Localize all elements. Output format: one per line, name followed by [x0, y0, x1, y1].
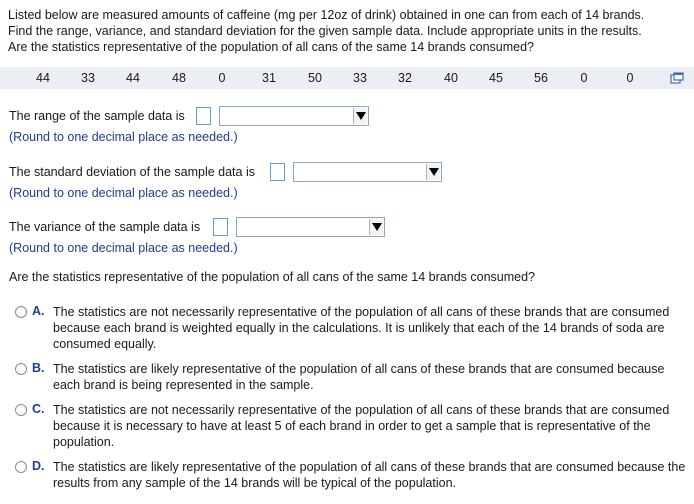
option-text: The statistics are not necessarily representative of the population of all cans of these brands that are consumed because it is necessary to have at least 5 of each brand in order to get a sample that is representative of the population. [53, 403, 670, 449]
option-c[interactable] [15, 402, 687, 450]
radio-icon[interactable] [15, 363, 27, 375]
intro-line-3: Are the statistics representative of the population of all cans of the same 14 brands consumed? [8, 40, 535, 54]
radio-icon[interactable] [15, 306, 27, 318]
dropdown-arrow-icon[interactable] [369, 219, 383, 235]
option-letter: B. [32, 361, 45, 375]
option-letter: A. [32, 304, 45, 318]
data-value: 32 [398, 71, 412, 85]
problem-statement [8, 7, 688, 55]
representative-question: Are the statistics representative of the population of all cans of the same 14 brands consumed? [9, 270, 536, 284]
data-value: 48 [172, 71, 186, 85]
radio-icon[interactable] [15, 461, 27, 473]
data-value: 45 [489, 71, 503, 85]
option-a[interactable] [15, 304, 687, 352]
std-hint: (Round to one decimal place as needed.) [9, 186, 238, 200]
option-b[interactable] [15, 361, 687, 393]
data-value: 0 [218, 71, 226, 85]
option-text: The statistics are likely representative of the population of all cans of these brands that are consumed because the results from any sample of the 14 brands will be typical of the population. [53, 460, 686, 490]
range-answer-input[interactable] [196, 107, 211, 125]
data-value: 0 [626, 71, 634, 85]
data-value: 33 [353, 71, 367, 85]
range-label: The range of the sample data is [9, 109, 185, 123]
data-value: 44 [36, 71, 50, 85]
variance-label: The variance of the sample data is [9, 220, 201, 234]
variance-answer-input[interactable] [213, 218, 228, 236]
variance-unit-select[interactable] [236, 217, 385, 237]
radio-icon[interactable] [15, 404, 27, 416]
data-value: 56 [534, 71, 548, 85]
data-value: 33 [81, 71, 95, 85]
option-text: The statistics are likely representative of the population of all cans of these brands that are consumed because each brand is being represented in the sample. [53, 362, 665, 392]
range-hint: (Round to one decimal place as needed.) [9, 130, 238, 144]
intro-line-2: Find the range, variance, and standard deviation for the given sample data. Include appropriate units in the results. [8, 24, 642, 38]
data-value: 31 [262, 71, 276, 85]
data-table [0, 67, 694, 89]
dropdown-arrow-icon[interactable] [426, 164, 440, 180]
copy-icon[interactable] [670, 72, 684, 84]
std-label: The standard deviation of the sample data is [9, 165, 255, 179]
option-text: The statistics are not necessarily representative of the population of all cans of these brands that are consumed because each brand is weighted equally in the calculations. It is unlikely that each of the 14 brands of soda are consumed equally. [53, 305, 670, 351]
variance-hint: (Round to one decimal place as needed.) [9, 241, 238, 255]
intro-line-1: Listed below are measured amounts of caffeine (mg per 12oz of drink) obtained in one can from each of 14 brands. [8, 8, 645, 22]
data-value: 44 [126, 71, 140, 85]
dropdown-arrow-icon[interactable] [353, 108, 367, 124]
data-value: 40 [444, 71, 458, 85]
option-letter: C. [32, 402, 45, 416]
std-unit-select[interactable] [293, 162, 442, 182]
range-unit-select[interactable] [219, 106, 369, 126]
data-value: 50 [308, 71, 322, 85]
std-answer-input[interactable] [270, 163, 285, 181]
option-d[interactable] [15, 459, 687, 491]
option-letter: D. [32, 459, 45, 473]
data-value: 0 [580, 71, 588, 85]
